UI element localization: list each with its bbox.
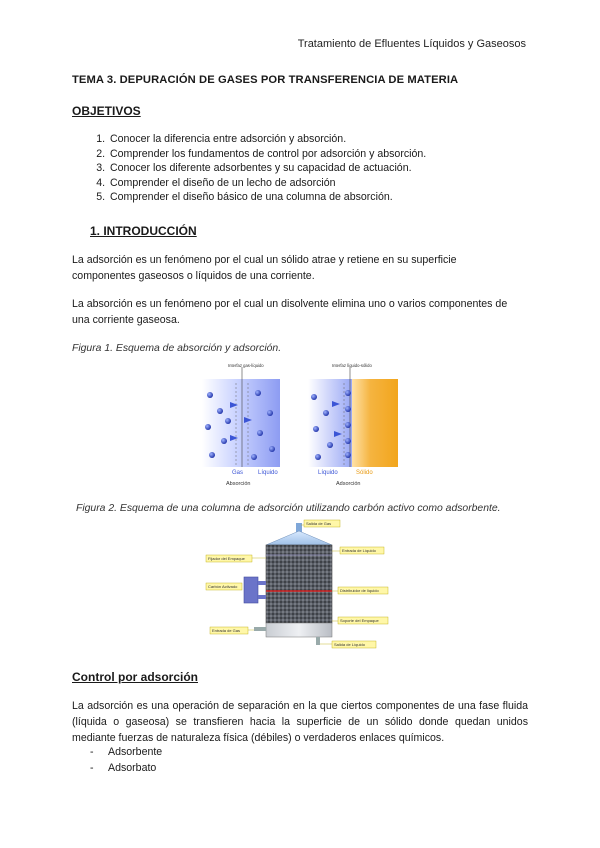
packing-fixer-label: Fijador del Empaque [208, 556, 245, 561]
list-item: 3. Conocer los diferente adsorbentes y su capacidad de actuación. [108, 161, 426, 176]
liquid-out-label: Salida de Líquido [334, 642, 365, 647]
running-header: Tratamiento de Efluentes Líquidos y Gaseosos [297, 38, 526, 50]
adsorption-interface-label: Interfaz líquido-sólido [332, 363, 372, 368]
figure2-diagram [204, 517, 394, 652]
liquid-label-left: Líquido [258, 470, 278, 476]
page-title: TEMA 3. DEPURACIÓN DE GASES POR TRANSFERENCIA DE MATERIA [72, 74, 459, 86]
control-paragraph: La adsorción es una operación de separación en la que ciertos componentes de una fase fluida (líquida o gaseosa) se transfieren hacia la superficie de un sólido donde quedan unidos mediante fuerzas de naturaleza física (débiles) o verdaderos enlaces químicos. [72, 700, 528, 744]
adsorption-label: Adsorción [336, 481, 361, 487]
control-list [72, 744, 162, 776]
figure1-caption: Figura 1. Esquema de absorción y adsorción. [72, 343, 282, 354]
figure1-diagram [200, 357, 400, 492]
list-item: 5. Comprender el diseño básico de una columna de absorción. [108, 190, 426, 205]
figure2-caption: Figura 2. Esquema de una columna de adsorción utilizando carbón activo como adsorbente. [76, 503, 501, 514]
liquid-distributor-label: Distribuidor de líquido [340, 588, 379, 593]
intro-paragraph-1: La adsorción es un fenómeno por el cual un sólido atrae y retiene en su superficie componentes gaseosos o líquidos de una corriente. [72, 254, 457, 282]
list-item: 1. Conocer la diferencia entre adsorción y absorción. [108, 132, 426, 147]
packing-support-label: Soporte del Empaque [340, 618, 379, 623]
absorption-interface-label: Interfaz gas-líquido [228, 363, 264, 368]
intro-paragraph-2: La absorción es un fenómeno por el cual un disolvente elimina uno o varios componentes de una corriente gaseosa. [72, 298, 508, 326]
intro-heading: 1. INTRODUCCIÓN [90, 224, 197, 238]
objectives-heading: OBJETIVOS [72, 104, 141, 118]
control-heading: Control por adsorción [72, 670, 198, 684]
solid-label: Sólido [356, 470, 373, 476]
gas-out-label: Salida de Gas [306, 521, 332, 526]
adsorption-solid-panel [352, 379, 398, 467]
list-item: 2. Comprender los fundamentos de control por adsorción y absorción. [108, 147, 426, 162]
gas-in-label: Entrada de Gas [212, 628, 241, 633]
liquid-in-label: Entrada de Líquido [342, 548, 376, 553]
liquid-label-right: Líquido [318, 470, 338, 476]
activated-carbon-label: Carbón Activado [208, 584, 238, 589]
absorption-label: Absorción [226, 481, 251, 487]
list-item: - Adsorbato [72, 760, 162, 776]
objectives-list [72, 132, 426, 205]
list-item: - Adsorbente [72, 744, 162, 760]
list-item: 4. Comprender el diseño de un lecho de adsorción [108, 176, 426, 191]
packed-bed [266, 545, 332, 623]
gas-label: Gas [232, 470, 244, 476]
